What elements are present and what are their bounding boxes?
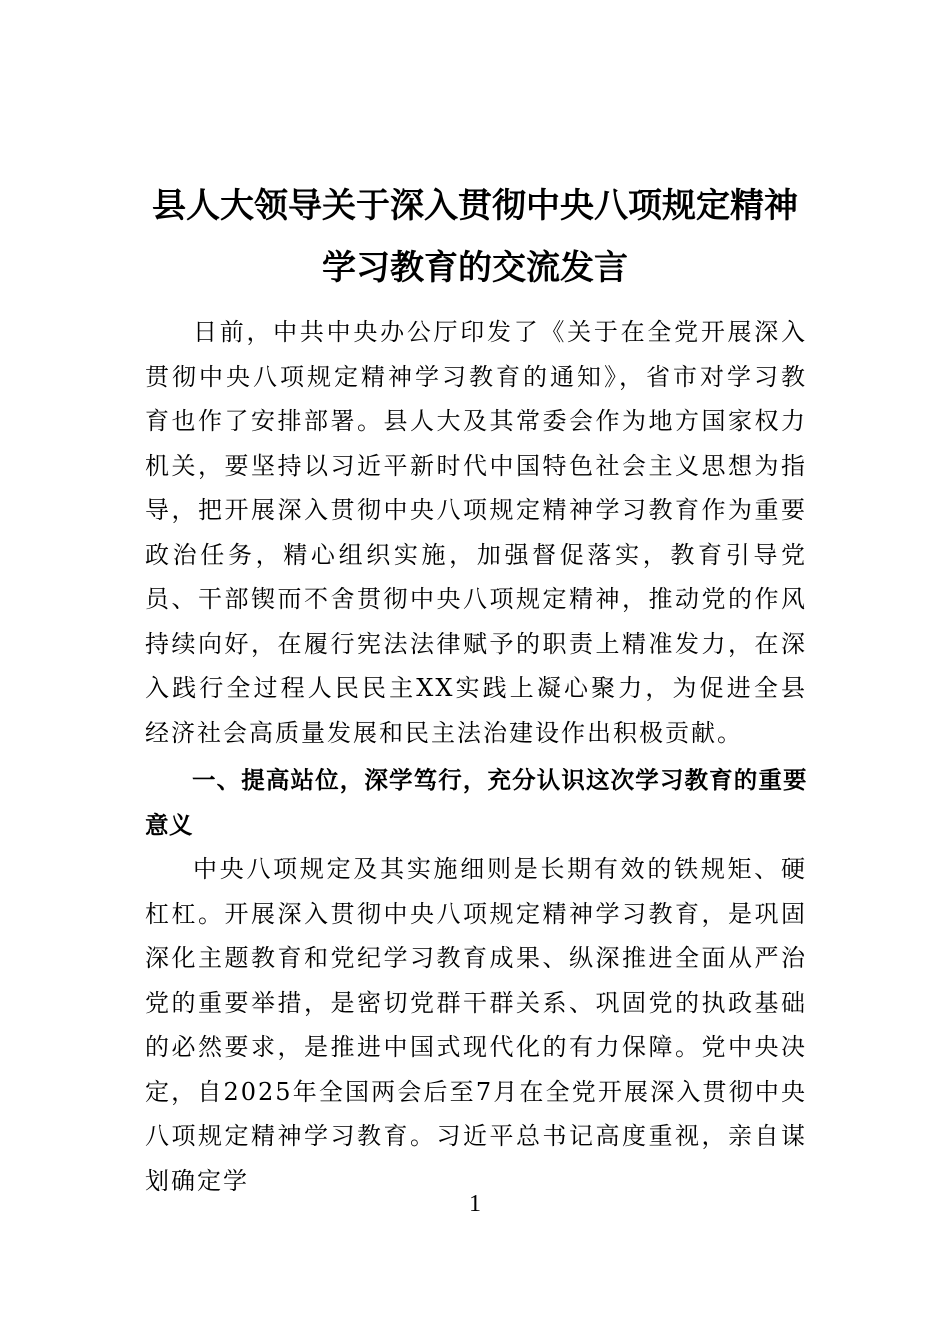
document-title: 县人大领导关于深入贯彻中央八项规定精神学习教育的交流发言 [152,186,798,288]
page-number: 1 [469,1191,481,1217]
section-heading-1: 一、提高站位，深学笃行，充分认识这次学习教育的重要意义 [145,766,807,839]
intro-paragraph: 日前，中共中央办公厅印发了《关于在全党开展深入贯彻中央八项规定精神学习教育的通知》，省市对学习教育也作了安排部署。县人大及其常委会作为地方国家权力机关，要坚持以习近平新时代中国特色社会主义思想为指导，把开展深入贯彻中央八项规定精神学习教育作为重要政治任务，精心组织实施，加强督促落实，教育引导党员、干部锲而不舍贯彻中央八项规定精神，推动党的作风持续向好，在履行宪法法律赋予的职责上精准发力，在深入践行全过程人民民主XX实践上凝心聚力，为促进全县经济社会高质量发展和民主法治建设作出积极贡献。 [145,318,807,747]
section-1-paragraph: 中央八项规定及其实施细则是长期有效的铁规矩、硬杠杠。开展深入贯彻中央八项规定精神学习教育，是巩固深化主题教育和党纪学习教育成果、纵深推进全面从严治党的重要举措，是密切党群干群关系、巩固党的执政基础的必然要求，是推进中国式现代化的有力保障。党中央决定，自2025年全国两会后至7月在全党开展深入贯彻中央八项规定精神学习教育。习近平总书记高度重视，亲自谋划确定学 [145,855,807,1195]
